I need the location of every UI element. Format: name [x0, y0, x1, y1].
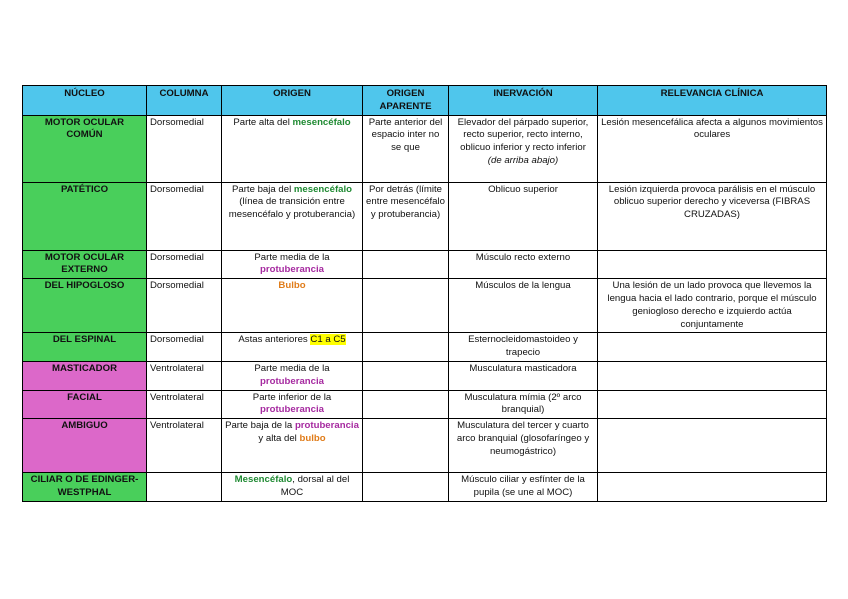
columna-cell: Ventrolateral	[147, 390, 222, 419]
relevancia-cell: Lesión izquierda provoca parálisis en el músculo oblicuo superior derecho y viceversa (FIBRAS CRUZADAS)	[598, 182, 827, 250]
table-row	[23, 419, 827, 473]
relevancia-cell	[598, 250, 827, 279]
inervacion-cell: Musculatura del tercer y cuarto arco branquial (glosofaríngeo y neumogástrico)	[449, 419, 598, 473]
header-origen: ORIGEN	[222, 86, 363, 116]
nucleo-cell: DEL HIPOGLOSO	[23, 279, 147, 333]
header-origen-aparente: ORIGEN APARENTE	[363, 86, 449, 116]
columna-cell: Ventrolateral	[147, 361, 222, 390]
nucleo-cell: MOTOR OCULAR EXTERNO	[23, 250, 147, 279]
nucleo-cell: MASTICADOR	[23, 361, 147, 390]
origen-aparente-cell: Parte anterior del espacio inter no se que	[363, 115, 449, 182]
origen-aparente-cell	[363, 333, 449, 362]
table-row	[23, 473, 827, 502]
columna-cell: Dorsomedial	[147, 333, 222, 362]
origen-cell: Parte baja de la protuberancia y alta del bulbo	[222, 419, 363, 473]
inervacion-cell: Músculo recto externo	[449, 250, 598, 279]
relevancia-cell	[598, 473, 827, 502]
origen-aparente-cell	[363, 361, 449, 390]
document-page	[22, 85, 826, 502]
table-row	[23, 182, 827, 250]
nucleo-cell: FACIAL	[23, 390, 147, 419]
inervacion-cell: Musculatura masticadora	[449, 361, 598, 390]
origen-aparente-cell	[363, 279, 449, 333]
columna-cell	[147, 473, 222, 502]
relevancia-cell	[598, 390, 827, 419]
columna-cell: Dorsomedial	[147, 182, 222, 250]
nucleo-cell: AMBIGUO	[23, 419, 147, 473]
relevancia-cell	[598, 361, 827, 390]
origen-cell: Bulbo	[222, 279, 363, 333]
origen-cell: Mesencéfalo, dorsal al del MOC	[222, 473, 363, 502]
origen-aparente-cell	[363, 390, 449, 419]
columna-cell: Dorsomedial	[147, 115, 222, 182]
columna-cell: Dorsomedial	[147, 250, 222, 279]
nucleo-cell: PATÉTICO	[23, 182, 147, 250]
table-row	[23, 115, 827, 182]
inervacion-cell: Musculatura mímia (2º arco branquial)	[449, 390, 598, 419]
table-row	[23, 390, 827, 419]
origen-cell: Parte alta del mesencéfalo	[222, 115, 363, 182]
origen-aparente-cell	[363, 419, 449, 473]
relevancia-cell: Lesión mesencefálica afecta a algunos movimientos oculares	[598, 115, 827, 182]
inervacion-cell: Elevador del párpado superior, recto superior, recto interno, oblicuo inferior y recto inferior (de arriba abajo)	[449, 115, 598, 182]
relevancia-cell	[598, 419, 827, 473]
origen-aparente-cell	[363, 250, 449, 279]
origen-aparente-cell	[363, 473, 449, 502]
inervacion-cell: Músculo ciliar y esfínter de la pupila (se une al MOC)	[449, 473, 598, 502]
origen-cell: Parte media de la protuberancia	[222, 361, 363, 390]
inervacion-cell: Esternocleidomastoideo y trapecio	[449, 333, 598, 362]
header-row	[23, 86, 827, 116]
origen-cell: Parte inferior de la protuberancia	[222, 390, 363, 419]
nucleo-cell: CILIAR O DE EDINGER-WESTPHAL	[23, 473, 147, 502]
header-relevancia: RELEVANCIA CLÍNICA	[598, 86, 827, 116]
header-inervacion: INERVACIÓN	[449, 86, 598, 116]
cranial-nuclei-table	[22, 85, 827, 502]
nucleo-cell: MOTOR OCULAR COMÚN	[23, 115, 147, 182]
columna-cell: Ventrolateral	[147, 419, 222, 473]
header-columna: COLUMNA	[147, 86, 222, 116]
origen-cell: Parte media de la protuberancia	[222, 250, 363, 279]
table-row	[23, 279, 827, 333]
origen-cell: Parte baja del mesencéfalo (línea de transición entre mesencéfalo y protuberancia)	[222, 182, 363, 250]
nucleo-cell: DEL ESPINAL	[23, 333, 147, 362]
table-row	[23, 361, 827, 390]
header-nucleo: NÚCLEO	[23, 86, 147, 116]
origen-aparente-cell: Por detrás (límite entre mesencéfalo y protuberancia)	[363, 182, 449, 250]
table-row	[23, 250, 827, 279]
relevancia-cell	[598, 333, 827, 362]
table-row	[23, 333, 827, 362]
inervacion-cell: Oblicuo superior	[449, 182, 598, 250]
relevancia-cell: Una lesión de un lado provoca que llevemos la lengua hacia el lado contrario, porque el músculo geniogloso derecho e izquierdo actúa conjuntamente	[598, 279, 827, 333]
columna-cell: Dorsomedial	[147, 279, 222, 333]
origen-cell: Astas anteriores C1 a C5	[222, 333, 363, 362]
inervacion-cell: Músculos de la lengua	[449, 279, 598, 333]
